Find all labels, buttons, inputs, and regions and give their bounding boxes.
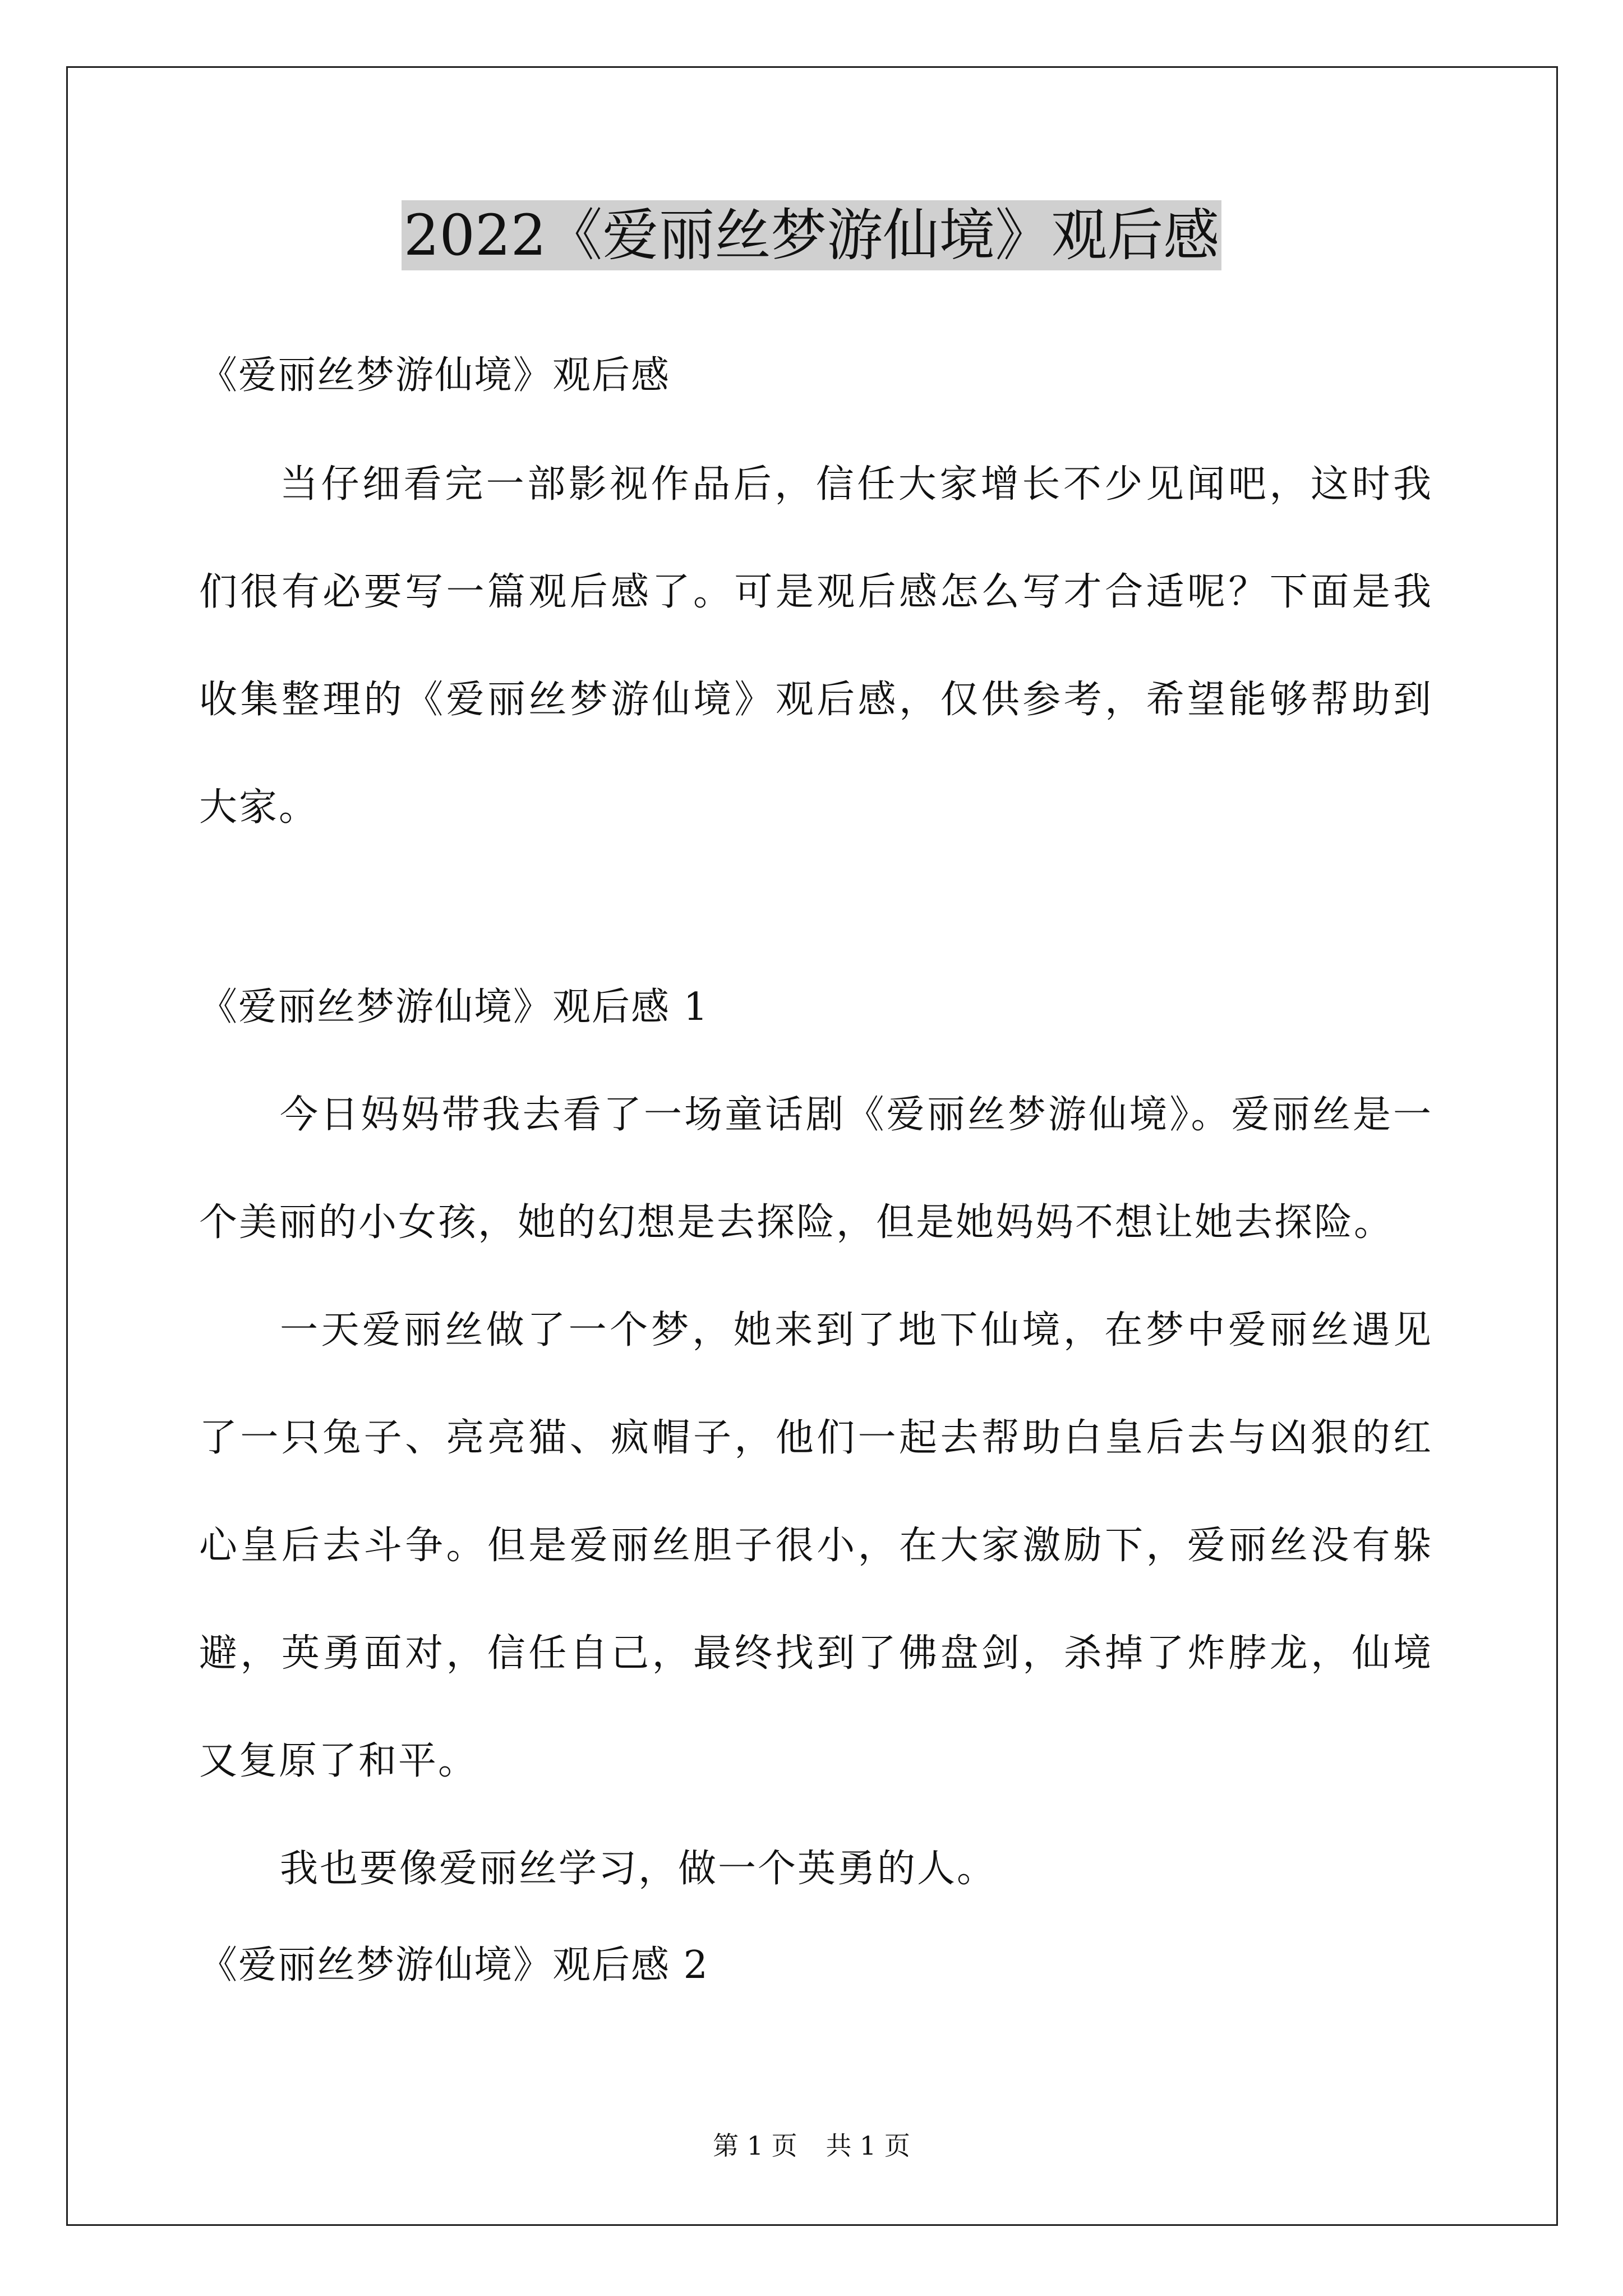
- section-1-paragraph-1: 今日妈妈带我去看了一场童话剧《爱丽丝梦游仙境》。爱丽丝是一个美丽的小女孩，她的幻想是去探险，但是她妈妈不想让她去探险。: [199, 1093, 1433, 1245]
- document-title-text: 2022《爱丽丝梦游仙境》观后感: [402, 200, 1222, 270]
- page-number-current: 第 1 页: [713, 2131, 797, 2161]
- section-1-paragraph-2: 一天爱丽丝做了一个梦，她来到了地下仙境，在梦中爱丽丝遇见了一只兔子、亮亮猫、疯帽子，他们一起去帮助白皇后去与凶狠的红心皇后去斗争。但是爱丽丝胆子很小，在大家激励下，爱丽丝没有躲避，英勇面对，信任自己，最终找到了佛盘剑，杀掉了炸脖龙，仙境又复原了和平。: [199, 1308, 1433, 1783]
- section-1-heading: 《爱丽丝梦游仙境》观后感 1: [199, 985, 709, 1029]
- document-body: [199, 342, 1433, 1999]
- page-number-total: 共 1 页: [826, 2131, 910, 2161]
- intro-paragraph: 当仔细看完一部影视作品后，信任大家增长不少见闻吧，这时我们很有必要写一篇观后感了。可是观后感怎么写才合适呢？下面是我收集整理的《爱丽丝梦游仙境》观后感，仅供参考，希望能够帮助到大家。: [199, 462, 1433, 830]
- page-footer: [0, 2129, 1623, 2162]
- document-title: [0, 196, 1623, 275]
- section-2-heading: 《爱丽丝梦游仙境》观后感 2: [199, 1943, 709, 1987]
- section-1-paragraph-3: 我也要像爱丽丝学习，做一个英勇的人。: [280, 1847, 997, 1891]
- subtitle: 《爱丽丝梦游仙境》观后感: [199, 353, 671, 398]
